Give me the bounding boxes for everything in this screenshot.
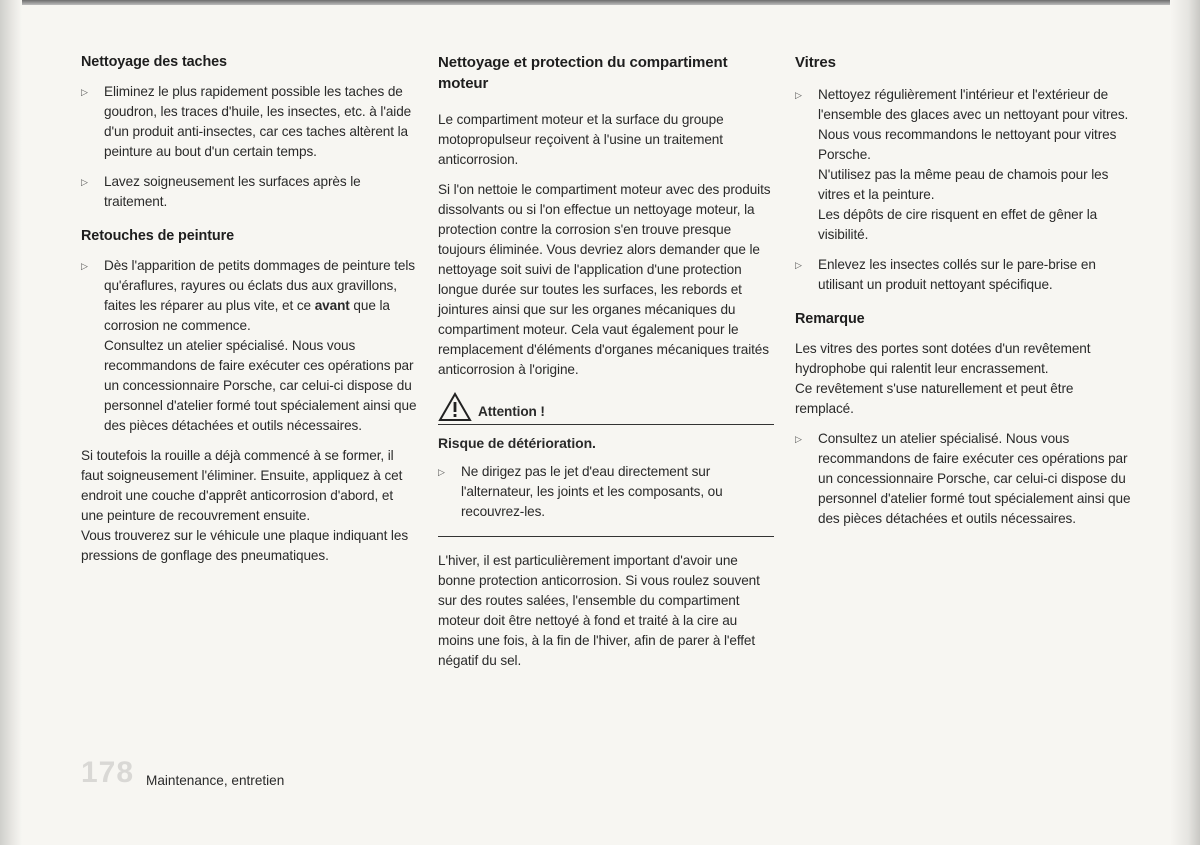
bullet-arrow-icon: ▷	[81, 177, 88, 187]
bullet-arrow-icon: ▷	[438, 467, 445, 477]
bullet-arrow-icon: ▷	[81, 261, 88, 271]
bullet-list	[438, 462, 774, 522]
column-right	[795, 52, 1131, 539]
page-top-edge	[0, 0, 1200, 5]
column-middle	[438, 52, 774, 681]
heading-remarque: Remarque	[795, 311, 865, 327]
paragraph: Si l'on nettoie le compartiment moteur avec des produits dissolvants ou si l'on effectue un nettoyage moteur, la protection contre la corrosion s'en trouve presque toujours éliminée. Vous devriez alors demander que le nettoyage soit suivi de l'application d'une protection longue durée sur toutes les surfaces, les rebords et jointures ainsi que sur les organes mécaniques du compartiment moteur. Cela vaut également pour le remplacement d'éléments d'organes mécaniques traités anticorrosion à l'origine.	[438, 182, 771, 377]
section-name: Maintenance, entretien	[146, 773, 285, 788]
paragraph: Ce revêtement s'use naturellement et peut être remplacé.	[795, 381, 1074, 416]
page-left-edge-shadow	[0, 0, 22, 845]
list-item: ▷ Enlevez les insectes collés sur le pare-brise en utilisant un produit nettoyant spécifique.	[795, 257, 1096, 292]
page-number: 178	[81, 756, 135, 789]
bullet-list	[81, 256, 417, 436]
bullet-list	[795, 85, 1131, 295]
heading-retouches-peinture: Retouches de peinture	[81, 228, 235, 244]
list-item: ▷ Dès l'apparition de petits dommages de peinture tels qu'éraflures, rayures ou éclats dus aux gravillons, faites les réparer au plus vite, et ce avant que la corrosion ne commence. Consultez un atelier spécialisé. Nous vous recommandons de faire exécuter ces opérations par un concessionnaire Porsche, car celui-ci dispose du personnel d'atelier formé tout spécialement ainsi que des pièces détachées et outils nécessaires.	[81, 258, 417, 433]
bullet-arrow-icon: ▷	[81, 87, 88, 97]
bullet-arrow-icon: ▷	[795, 260, 802, 270]
list-item: ▷ Eliminez le plus rapidement possible les taches de goudron, les traces d'huile, les insectes, etc. à l'aide d'un produit anti-insectes, car ces taches altèrent la peinture au bout d'un certain temps.	[81, 84, 412, 159]
paragraph: Si toutefois la rouille a déjà commencé à se former, il faut soigneusement l'éliminer. Ensuite, appliquez à cet endroit une couche d'apprêt anticorrosion d'abord, et une peinture de recouvrement ensuite.	[81, 448, 403, 523]
bullet-arrow-icon: ▷	[795, 434, 802, 444]
paragraph: Le compartiment moteur et la surface du groupe motopropulseur reçoivent à l'usine un traitement anticorrosion.	[438, 112, 724, 167]
page-right-edge-shadow	[1170, 0, 1200, 845]
attention-label: Attention !	[478, 404, 545, 419]
bullet-list	[81, 82, 417, 212]
risk-title: Risque de détérioration.	[438, 435, 596, 451]
list-item: ▷ Lavez soigneusement les surfaces après le traitement.	[81, 174, 361, 209]
warning-box	[438, 462, 774, 537]
heading-compartiment-moteur: Nettoyage et protection du compartiment moteur	[438, 54, 728, 92]
heading-nettoyage-taches: Nettoyage des taches	[81, 54, 227, 70]
warning-triangle-icon	[438, 392, 472, 422]
list-item: ▷ Consultez un atelier spécialisé. Nous vous recommandons de faire exécuter ces opérations par un concessionnaire Porsche, car celui-ci dispose du personnel d'atelier formé tout spécialement ainsi que des pièces détachées et outils nécessaires.	[795, 431, 1131, 526]
paragraph: Vous trouverez sur le véhicule une plaque indiquant les pressions de gonflage des pneumatiques.	[81, 528, 409, 563]
emphasis-avant: avant	[314, 298, 350, 313]
paragraph: Les vitres des portes sont dotées d'un revêtement hydrophobe qui ralentit leur encrassement.	[795, 341, 1091, 376]
attention-header	[438, 392, 774, 425]
bullet-list	[795, 429, 1131, 529]
paragraph: L'hiver, il est particulièrement important d'avoir une bonne protection anticorrosion. Si vous roulez souvent sur des routes salées, l'ensemble du compartiment moteur doit être nettoyé à fond et traité à la cire au moins une fois, à la fin de l'hiver, afin de parer à l'effet négatif du sel.	[438, 553, 760, 668]
bullet-arrow-icon: ▷	[795, 90, 802, 100]
list-item: ▷ Nettoyez régulièrement l'intérieur et l'extérieur de l'ensemble des glaces avec un nettoyant pour vitres. Nous vous recommandons le nettoyant pour vitres Porsche. N'utilisez pas la même peau de chamois pour les vitres et la peinture. Les dépôts de cire risquent en effet de gêner la visibilité.	[795, 87, 1129, 242]
column-left	[81, 52, 417, 576]
heading-vitres: Vitres	[795, 54, 836, 71]
list-item: ▷ Ne dirigez pas le jet d'eau directement sur l'alternateur, les joints et les composants, ou recouvrez-les.	[438, 464, 723, 519]
